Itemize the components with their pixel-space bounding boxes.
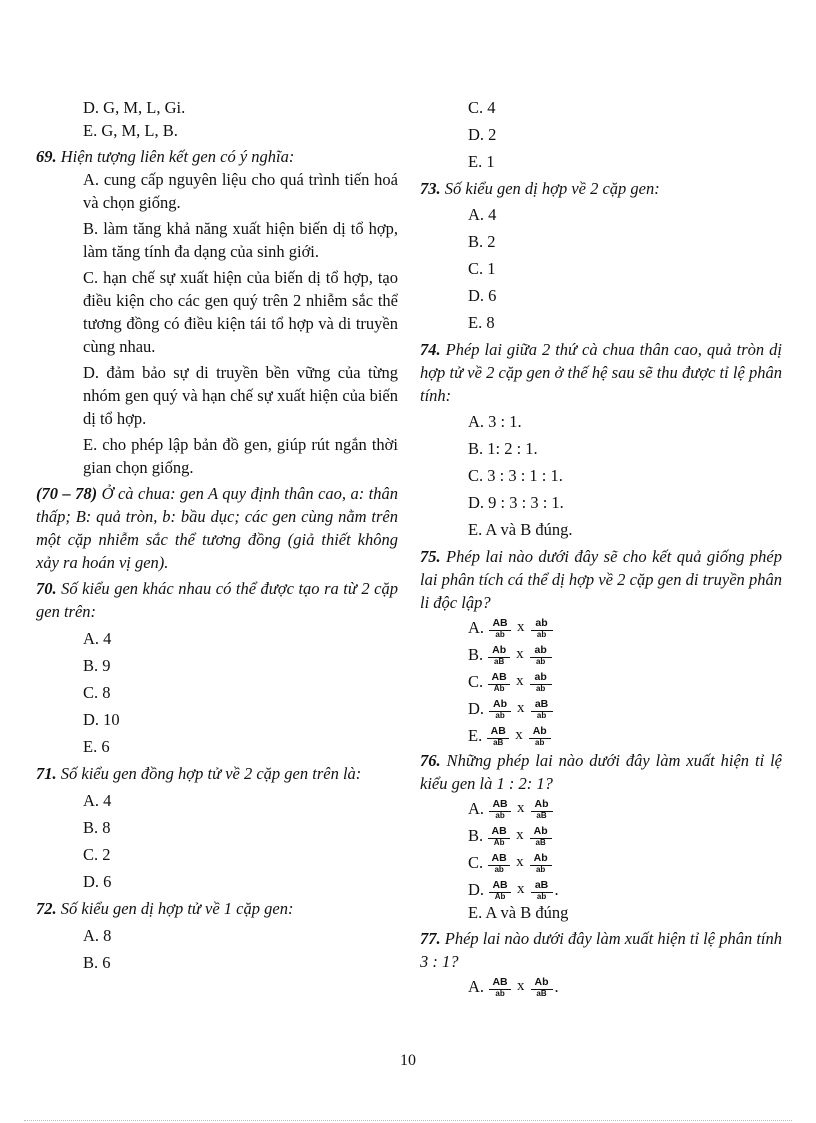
genotype-top: AB bbox=[489, 880, 511, 893]
option: B. 6 bbox=[83, 953, 111, 972]
genotype-fraction bbox=[529, 726, 551, 746]
question-number: 77. bbox=[420, 929, 441, 948]
genotype-bottom: ab bbox=[494, 865, 504, 873]
genotype-fraction bbox=[530, 645, 552, 665]
option: B. 9 bbox=[83, 656, 111, 675]
left-column bbox=[36, 96, 398, 978]
genotype-fraction bbox=[489, 977, 511, 997]
genotype-fraction bbox=[488, 853, 510, 873]
option: D. G, M, L, Gi. bbox=[83, 98, 186, 117]
question-text: Những phép lai nào dưới đây làm xuất hiện tỉ lệ kiểu gen là 1 : 2: 1? bbox=[420, 751, 782, 793]
cross-option bbox=[420, 876, 782, 903]
group-range: (70 – 78) bbox=[36, 484, 98, 503]
option: D. 2 bbox=[468, 125, 497, 144]
question-number: 73. bbox=[420, 179, 441, 198]
option: B. 2 bbox=[468, 232, 496, 251]
genotype-bottom: ab bbox=[535, 684, 546, 692]
genotype-bottom: ab bbox=[495, 630, 505, 638]
genotype-bottom: aB bbox=[536, 989, 547, 997]
option: D. 6 bbox=[83, 872, 112, 891]
option: B. 1: 2 : 1. bbox=[468, 439, 538, 458]
option: E. 8 bbox=[468, 313, 495, 332]
genotype-bottom: Ab bbox=[493, 684, 505, 692]
question-text: Phép lai giữa 2 thứ cà chua thân cao, quả tròn dị hợp tử về 2 cặp gen ở thế hệ sau sẽ thu được tỉ lệ phân tính: bbox=[420, 340, 782, 405]
genotype-bottom: Ab bbox=[493, 838, 505, 846]
question-76 bbox=[420, 749, 782, 795]
question-number: 74. bbox=[420, 340, 441, 359]
cross-symbol: x bbox=[517, 619, 525, 635]
genotype-bottom: ab bbox=[535, 865, 546, 873]
cross-option bbox=[420, 849, 782, 876]
cross-options-75 bbox=[420, 614, 782, 749]
genotype-fraction bbox=[531, 618, 553, 638]
footer-divider bbox=[24, 1120, 792, 1121]
option: A. 4 bbox=[468, 205, 497, 224]
genotype-bottom: aB bbox=[536, 811, 547, 819]
genotype-top: AB bbox=[488, 672, 510, 685]
option-end: . bbox=[554, 977, 559, 996]
option-label: C. bbox=[468, 853, 484, 872]
question-number: 71. bbox=[36, 764, 57, 783]
genotype-bottom: ab bbox=[536, 630, 547, 638]
genotype-fraction bbox=[531, 699, 553, 719]
genotype-bottom: aB bbox=[494, 657, 505, 665]
cross-options-76 bbox=[420, 795, 782, 903]
option: A. 3 : 1. bbox=[468, 412, 522, 431]
genotype-top: ab bbox=[530, 645, 552, 658]
cross-option bbox=[420, 641, 782, 668]
genotype-fraction bbox=[531, 977, 553, 997]
cross-option bbox=[420, 795, 782, 822]
genotype-top: aB bbox=[531, 699, 553, 712]
genotype-fraction bbox=[530, 853, 552, 873]
option: D. 10 bbox=[83, 710, 120, 729]
cross-option bbox=[420, 614, 782, 641]
cross-symbol: x bbox=[517, 800, 525, 816]
option: E. A và B đúng bbox=[468, 903, 569, 922]
cross-symbol: x bbox=[515, 727, 523, 743]
genotype-fraction bbox=[489, 699, 511, 719]
question-70 bbox=[36, 577, 398, 623]
option: D. 6 bbox=[468, 286, 497, 305]
group-intro bbox=[36, 482, 398, 574]
question-number: 69. bbox=[36, 147, 57, 166]
option: A. cung cấp nguyên liệu cho quá trình tiến hoá và chọn giống. bbox=[83, 170, 398, 212]
genotype-top: Ab bbox=[531, 799, 553, 812]
option: C. 4 bbox=[468, 98, 496, 117]
genotype-top: Ab bbox=[529, 726, 551, 739]
option: C. 1 bbox=[468, 259, 496, 278]
option-label: E. bbox=[468, 726, 483, 745]
genotype-bottom: ab bbox=[536, 711, 547, 719]
genotype-bottom: ab bbox=[535, 657, 546, 665]
genotype-top: AB bbox=[487, 726, 509, 739]
option: B. 8 bbox=[83, 818, 111, 837]
genotype-top: Ab bbox=[530, 853, 552, 866]
genotype-top: AB bbox=[488, 826, 510, 839]
option: C. 3 : 3 : 1 : 1. bbox=[468, 466, 563, 485]
page-number: 10 bbox=[400, 1052, 416, 1069]
right-column bbox=[420, 96, 782, 1000]
option: D. 9 : 3 : 3 : 1. bbox=[468, 493, 564, 512]
question-text: Số kiểu gen khác nhau có thể được tạo ra từ 2 cặp gen trên: bbox=[36, 579, 398, 621]
cross-symbol: x bbox=[516, 673, 524, 689]
genotype-bottom: ab bbox=[535, 738, 545, 746]
genotype-top: ab bbox=[531, 618, 553, 631]
question-74 bbox=[420, 338, 782, 407]
genotype-fraction bbox=[489, 880, 511, 900]
option: C. 8 bbox=[83, 683, 111, 702]
genotype-fraction bbox=[530, 826, 552, 846]
option-label: B. bbox=[468, 645, 484, 664]
option: B. làm tăng khả năng xuất hiện biến dị tổ hợp, làm tăng tính đa dạng của sinh giới. bbox=[83, 219, 398, 261]
cross-option bbox=[420, 822, 782, 849]
genotype-top: AB bbox=[489, 799, 511, 812]
genotype-fraction bbox=[531, 880, 553, 900]
cross-symbol: x bbox=[517, 978, 525, 994]
cross-symbol: x bbox=[517, 700, 525, 716]
option: E. cho phép lập bản đồ gen, giúp rút ngắn thời gian chọn giống. bbox=[83, 435, 398, 477]
question-text: Số kiểu gen đồng hợp tử về 2 cặp gen trên là: bbox=[56, 764, 362, 783]
genotype-fraction bbox=[488, 826, 510, 846]
genotype-fraction bbox=[489, 618, 511, 638]
genotype-fraction bbox=[488, 672, 510, 692]
question-text: Phép lai nào dưới đây sẽ cho kết quả giống phép lai phân tích cá thể dị hợp về 2 cặp gen di truyền phân li độc lập? bbox=[420, 547, 782, 612]
genotype-bottom: ab bbox=[495, 711, 505, 719]
genotype-bottom: ab bbox=[536, 892, 547, 900]
genotype-top: aB bbox=[531, 880, 553, 893]
genotype-fraction bbox=[530, 672, 552, 692]
cross-option bbox=[420, 722, 782, 749]
option: E. 6 bbox=[83, 737, 110, 756]
genotype-bottom: ab bbox=[495, 811, 505, 819]
option-label: A. bbox=[468, 799, 485, 818]
cross-option bbox=[420, 695, 782, 722]
option-label: C. bbox=[468, 672, 484, 691]
option: C. hạn chế sự xuất hiện của biến dị tổ hợp, tạo điều kiện cho các gen quý trên 2 nhiễm sắc thể tương đồng có điều kiện tái tổ hợp và di truyền cùng nhau. bbox=[83, 268, 398, 356]
genotype-top: Ab bbox=[488, 645, 510, 658]
group-text: Ở cà chua: gen A quy định thân cao, a: thân thấp; B: quả tròn, b: bầu dục; các gen cùng nằm trên một cặp nhiễm sắc thể tương đồng (giả thiết không xảy ra hoán vị gen). bbox=[36, 484, 398, 572]
option: E. 1 bbox=[468, 152, 495, 171]
question-text: Phép lai nào dưới đây làm xuất hiện tỉ lệ phân tính 3 : 1? bbox=[420, 929, 782, 971]
option: D. đảm bảo sự di truyền bền vững của từng nhóm gen quý và hạn chế sự xuất hiện của biến dị tổ hợp. bbox=[83, 363, 398, 428]
genotype-bottom: ab bbox=[495, 989, 505, 997]
question-number: 75. bbox=[420, 547, 441, 566]
question-73 bbox=[420, 177, 782, 200]
cross-symbol: x bbox=[516, 646, 524, 662]
question-number: 72. bbox=[36, 899, 57, 918]
genotype-top: AB bbox=[488, 853, 510, 866]
genotype-top: AB bbox=[489, 977, 511, 990]
question-text: Số kiểu gen dị hợp về 2 cặp gen: bbox=[440, 179, 660, 198]
question-71 bbox=[36, 762, 398, 785]
genotype-bottom: Ab bbox=[494, 892, 506, 900]
cross-symbol: x bbox=[516, 854, 524, 870]
option: A. 4 bbox=[83, 791, 112, 810]
option-label: D. bbox=[468, 880, 485, 899]
option: A. 8 bbox=[83, 926, 112, 945]
genotype-fraction bbox=[487, 726, 509, 746]
genotype-bottom: aB bbox=[493, 738, 504, 746]
cross-symbol: x bbox=[516, 827, 524, 843]
option-end: . bbox=[554, 880, 559, 899]
question-77 bbox=[420, 927, 782, 973]
option-label: B. bbox=[468, 826, 484, 845]
option: E. G, M, L, B. bbox=[83, 121, 178, 140]
genotype-top: Ab bbox=[530, 826, 552, 839]
option-label: A. bbox=[468, 977, 485, 996]
question-text: Số kiểu gen dị hợp tử về 1 cặp gen: bbox=[56, 899, 294, 918]
question-72 bbox=[36, 897, 398, 920]
cross-option bbox=[420, 973, 782, 1000]
option: A. 4 bbox=[83, 629, 112, 648]
genotype-fraction bbox=[531, 799, 553, 819]
option-label: D. bbox=[468, 699, 485, 718]
genotype-fraction bbox=[488, 645, 510, 665]
option: C. 2 bbox=[83, 845, 111, 864]
question-text: Hiện tượng liên kết gen có ý nghĩa: bbox=[56, 147, 295, 166]
genotype-bottom: aB bbox=[535, 838, 546, 846]
question-number: 70. bbox=[36, 579, 57, 598]
genotype-fraction bbox=[489, 799, 511, 819]
option: E. A và B đúng. bbox=[468, 520, 573, 539]
question-69 bbox=[36, 145, 398, 168]
genotype-top: ab bbox=[530, 672, 552, 685]
genotype-top: Ab bbox=[489, 699, 511, 712]
cross-options-77 bbox=[420, 973, 782, 1000]
question-number: 76. bbox=[420, 751, 441, 770]
genotype-top: Ab bbox=[531, 977, 553, 990]
cross-symbol: x bbox=[517, 881, 525, 897]
option-label: A. bbox=[468, 618, 485, 637]
genotype-top: AB bbox=[489, 618, 511, 631]
question-75 bbox=[420, 545, 782, 614]
cross-option bbox=[420, 668, 782, 695]
